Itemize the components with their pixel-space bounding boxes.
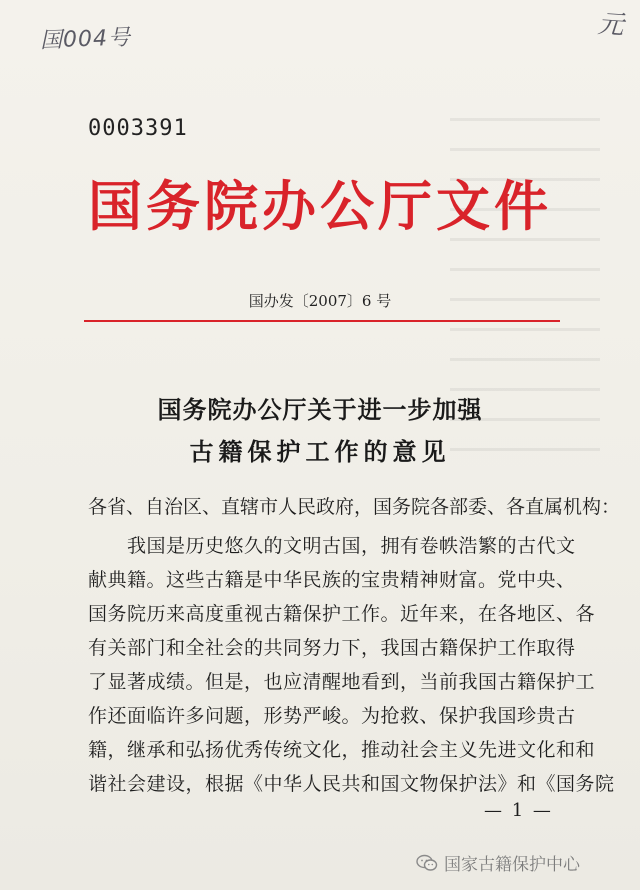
heading-line-2: 古籍保护工作的意见 bbox=[189, 438, 451, 466]
document-title: 国务院办公厅文件 bbox=[88, 175, 552, 238]
body-line-6: 作还面临许多问题，形势严峻。为抢救、保护我国珍贵古 bbox=[88, 705, 576, 727]
body-line-5: 了显著成绩。但是，也应清醒地看到，当前我国古籍保护工 bbox=[88, 671, 596, 693]
handwritten-note-right: 元 bbox=[596, 9, 625, 41]
salutation: 各省、自治区、直辖市人民政府，国务院各部委、各直属机构： bbox=[88, 496, 621, 518]
handwritten-note-left: 国004号 bbox=[39, 25, 132, 54]
watermark-text: 国家古籍保护中心 bbox=[444, 855, 580, 875]
watermark bbox=[416, 850, 580, 875]
red-divider-line bbox=[84, 320, 560, 322]
body-line-7: 籍，继承和弘扬优秀传统文化，推动社会主义先进文化和和 bbox=[88, 739, 596, 761]
body-line-8: 谐社会建设，根据《中华人民共和国文物保护法》和《国务院 bbox=[88, 773, 615, 795]
body-line-3: 国务院历来高度重视古籍保护工作。近年来，在各地区、各 bbox=[88, 603, 596, 625]
wechat-icon bbox=[416, 854, 438, 872]
serial-number: 0003391 bbox=[88, 116, 188, 141]
document-number: 国办发〔2007〕6 号 bbox=[248, 292, 392, 310]
heading-line-1: 国务院办公厅关于进一步加强 bbox=[157, 396, 483, 424]
body-line-2: 献典籍。这些古籍是中华民族的宝贵精神财富。党中央、 bbox=[88, 569, 576, 591]
body-line-4: 有关部门和全社会的共同努力下，我国古籍保护工作取得 bbox=[88, 637, 576, 659]
body-line-1: 我国是历史悠久的文明古国，拥有卷帙浩繁的古代文 bbox=[88, 535, 576, 557]
page-number: — 1 — bbox=[484, 800, 553, 821]
